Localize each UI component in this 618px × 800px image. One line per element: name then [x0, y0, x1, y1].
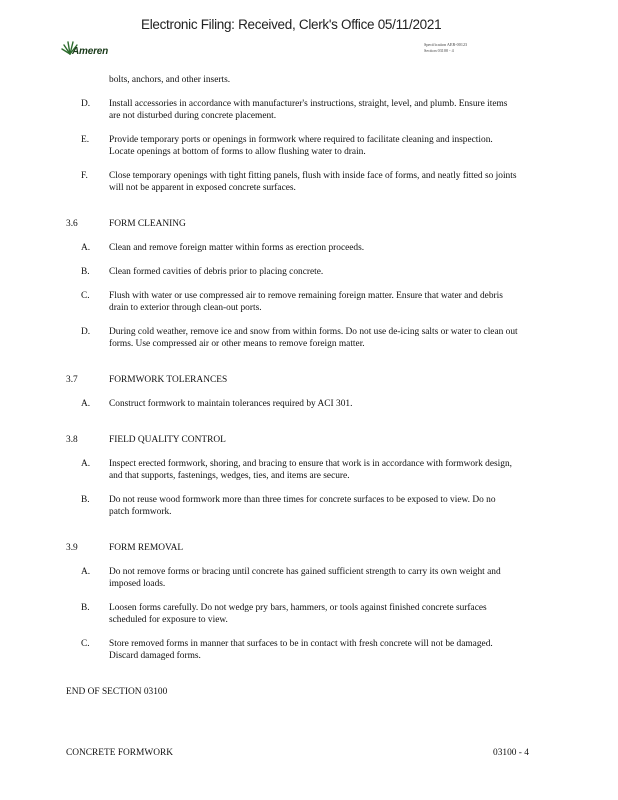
- item-marker: D.: [81, 99, 91, 109]
- continuation-text: bolts, anchors, and other inserts.: [109, 75, 231, 85]
- item-text-line: Do not remove forms or bracing until concrete has gained sufficient strength to carry its own weight and: [109, 567, 501, 577]
- item-marker: C.: [81, 639, 90, 649]
- item-text-line: Clean formed cavities of debris prior to placing concrete.: [109, 267, 324, 277]
- item-text-line: will not be apparent in exposed concrete surfaces.: [109, 183, 296, 193]
- item-text-line: Install accessories in accordance with manufacturer's instructions, straight, level, and plumb. Ensure items: [109, 99, 508, 109]
- spec-reference: [424, 42, 467, 54]
- section-number: 3.8: [66, 435, 78, 445]
- item-marker: A.: [81, 399, 91, 409]
- spec-ref-line-2: Section 03100 - 4: [424, 48, 454, 53]
- item-marker: D.: [81, 327, 91, 337]
- item-marker: A.: [81, 243, 91, 253]
- item-text-line: and that supports, fastenings, wedges, ties, and items are secure.: [109, 471, 350, 481]
- item-text-line: Clean and remove foreign matter within forms as erection proceeds.: [109, 243, 365, 253]
- item-text-line: Locate openings at bottom of forms to allow flushing water to drain.: [109, 147, 366, 157]
- item-marker: A.: [81, 459, 91, 469]
- item-text-line: patch formwork.: [109, 507, 172, 517]
- item-text-line: Construct formwork to maintain tolerances required by ACI 301.: [109, 399, 353, 409]
- section-title: FORM CLEANING: [109, 219, 186, 229]
- footer-page-number: 03100 - 4: [493, 748, 529, 758]
- item-marker: F.: [81, 171, 88, 181]
- item-marker: B.: [81, 603, 90, 613]
- spec-ref-line-1: Specification AER-00123: [424, 42, 468, 47]
- item-marker: B.: [81, 495, 90, 505]
- item-text-line: forms. Use compressed air or other means to remove foreign matter.: [109, 339, 365, 349]
- item-text-line: Store removed forms in manner that surfaces to be in contact with fresh concrete will not be damaged.: [109, 639, 493, 649]
- item-text-line: drain to exterior through clean-out ports.: [109, 303, 262, 313]
- item-marker: A.: [81, 567, 91, 577]
- item-marker: E.: [81, 135, 90, 145]
- item-text-line: Do not reuse wood formwork more than three times for concrete surfaces to be exposed to view. Do no: [109, 495, 496, 505]
- item-text-line: Close temporary openings with tight fitting panels, flush with inside face of forms, and neatly fitted so joints: [109, 171, 517, 181]
- filing-stamp: Electronic Filing: Received, Clerk's Office 05/11/2021: [141, 17, 442, 32]
- item-marker: C.: [81, 291, 90, 301]
- item-text-line: During cold weather, remove ice and snow from within forms. Do not use de-icing salts or water to clean out: [109, 327, 518, 337]
- item-text-line: Loosen forms carefully. Do not wedge pry bars, hammers, or tools against finished concrete surfaces: [109, 603, 487, 613]
- item-text-line: imposed loads.: [109, 579, 166, 589]
- item-text-line: scheduled for exposure to view.: [109, 615, 228, 625]
- item-marker: B.: [81, 267, 90, 277]
- section-number: 3.6: [66, 219, 78, 229]
- ameren-logo: [60, 40, 120, 60]
- item-text-line: Provide temporary ports or openings in formwork where required to facilitate cleaning and inspection.: [109, 135, 493, 145]
- section-title: FORM REMOVAL: [109, 543, 184, 553]
- item-text-line: Flush with water or use compressed air to remove remaining foreign matter. Ensure that water and debris: [109, 291, 503, 301]
- item-text-line: Inspect erected formwork, shoring, and bracing to ensure that work is in accordance with formwork design,: [109, 459, 512, 469]
- end-of-section: END OF SECTION 03100: [66, 687, 168, 697]
- section-title: FORMWORK TOLERANCES: [109, 375, 228, 385]
- footer-title: CONCRETE FORMWORK: [66, 748, 174, 758]
- item-text-line: Discard damaged forms.: [109, 651, 201, 661]
- section-number: 3.7: [66, 375, 78, 385]
- logo-text: Ameren: [72, 46, 109, 57]
- section-number: 3.9: [66, 543, 78, 553]
- item-text-line: are not disturbed during concrete placement.: [109, 111, 277, 121]
- section-title: FIELD QUALITY CONTROL: [109, 435, 226, 445]
